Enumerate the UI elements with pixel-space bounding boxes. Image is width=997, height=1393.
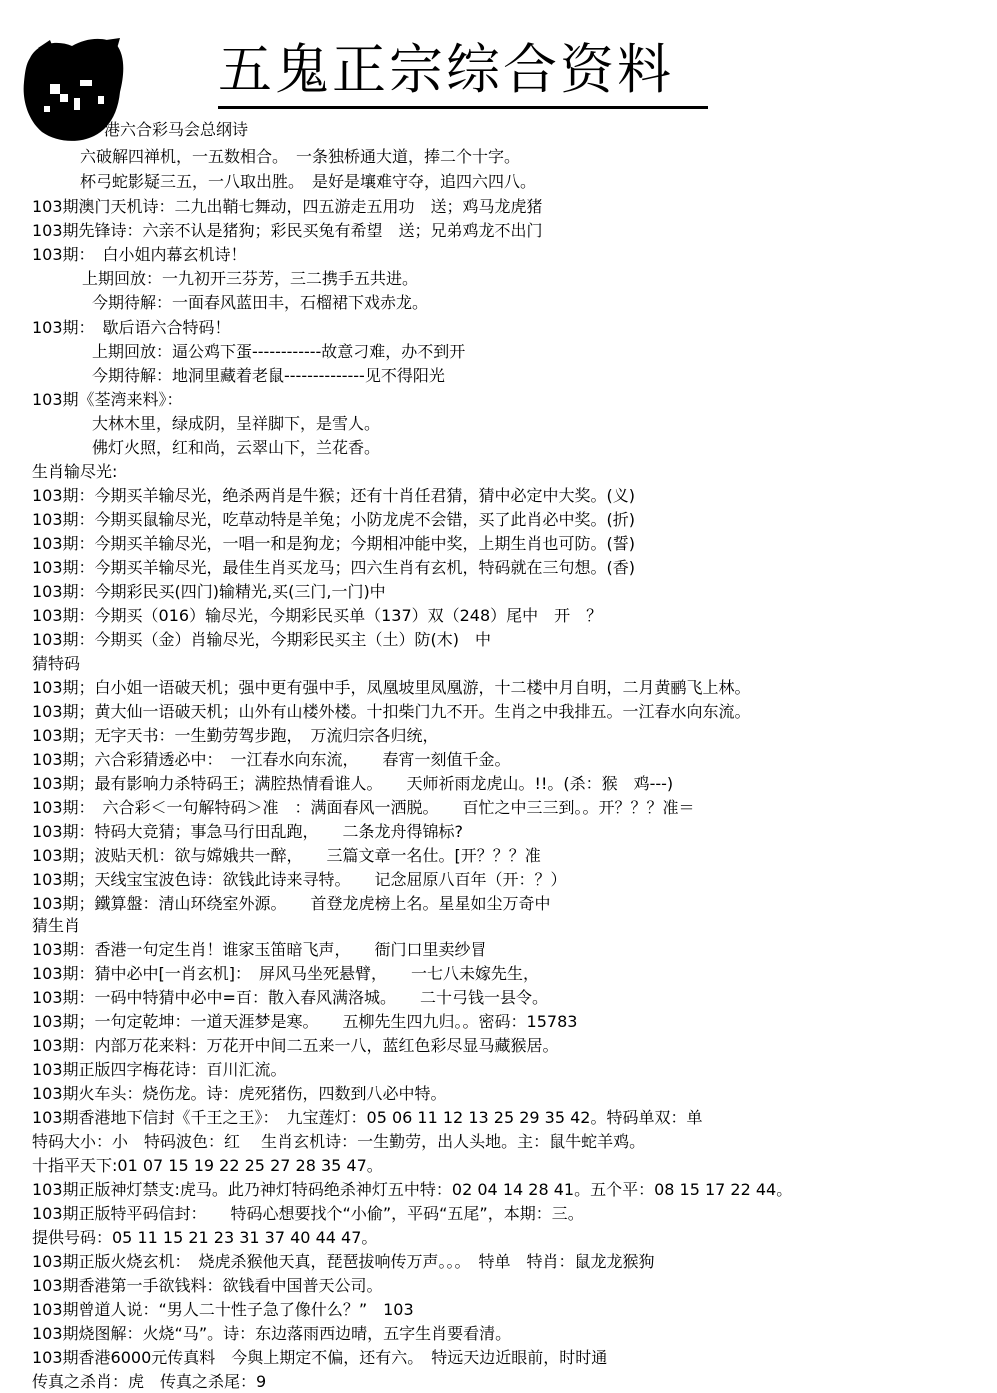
- text-line: 103期：香港一句定生肖！谁家玉笛暗飞声， 衙门口里卖纱冒: [32, 940, 487, 959]
- text-line: 103期正版特平码信封： 特码心想要找个“小偷”，平码“五尾”，本期：三。: [32, 1204, 584, 1223]
- text-line: 六破解四禅机，一五数相合。 一条独桥通大道，捧二个十字。: [80, 147, 521, 166]
- text-line: 103期： 白小姐内幕玄机诗！: [32, 245, 247, 264]
- text-line: 103期；天线宝宝波色诗：欲钱此诗来寻特。 记念屈原八百年（开：？）: [32, 870, 567, 889]
- text-line: 103期正版四字梅花诗：百川汇流。: [32, 1060, 287, 1079]
- text-line: 杯弓蛇影疑三五，一八取出胜。 是好是壤难守夺，追四六四八。: [80, 172, 537, 191]
- text-line: 103期：内部万花来料：万花开中间二五来一八，蓝红色彩尽显马藏猴居。: [32, 1036, 559, 1055]
- text-line: 103期： 六合彩＜一句解特码＞准 ：满面春风一洒脱。 百忙之中三三到。。开？？？准＝: [32, 798, 695, 817]
- text-line: 103期：今期买（金）肖输尽光，今期彩民买主（土）防(木) 中: [32, 630, 492, 649]
- page-title: 五鬼正宗综合资料: [218, 36, 708, 109]
- text-line: 103期；白小姐一语破天机；强中更有强中手，凤凰坡里凤凰游，十二楼中月自明，二月黄鹂飞上林。: [32, 678, 751, 697]
- text-line: 103期先锋诗：六亲不认是猪狗；彩民买兔有希望 送；兄弟鸡龙不出门: [32, 221, 543, 240]
- text-line: 上期回放：逼公鸡下蛋------------故意刁难，办不到开: [92, 342, 466, 361]
- text-line: 103期香港第一手欲钱料：欲钱看中国普天公司。: [32, 1276, 383, 1295]
- text-line: 103期；最有影响力杀特码王；满腔热情看谁人。 天师祈雨龙虎山。!!。(杀：猴 鸡---): [32, 774, 674, 793]
- text-line: 103期： 歇后语六合特码！: [32, 318, 231, 337]
- text-line: 103期正版火烧玄机： 烧虎杀猴他天真，琵琶拔响传万声。。。 特单 特肖：鼠龙龙猴狗: [32, 1252, 655, 1271]
- text-line: 103期；波贴天机：欲与嫦娥共一醉， 三篇文章一名仕。[开？？？准: [32, 846, 541, 865]
- text-line: 103期：今期买羊输尽光，绝杀两肖是牛猴；还有十肖任君猜，猜中必定中大奖。(义): [32, 486, 636, 505]
- text-line: 103期：今期彩民买(四门)输精光,买(三门,一门)中: [32, 582, 386, 601]
- text-line: 103期；无字天书：一生勤劳驾步跑， 万流归宗各归统，: [32, 726, 439, 745]
- text-line: 103期：今期买鼠输尽光，吃草动特是羊兔；小防龙虎不会错，买了此肖必中奖。(折): [32, 510, 636, 529]
- text-line: 103期；鐵算盤：清山环绕室外源。 首登龙虎榜上名。星星如尘万奇中: [32, 894, 551, 913]
- text-line: 103期：今期买（016）输尽光，今期彩民买单（137）双（248）尾中 开 ？: [32, 606, 603, 625]
- text-line: 103期香港6000元传真料 今與上期定不偏，还有六。 特远天边近眼前，时时通: [32, 1348, 608, 1367]
- text-line: 103期曾道人说：“男人二十性子急了像什么？” 103: [32, 1300, 414, 1319]
- text-line: 特码大小：小 特码波色：红 生肖玄机诗：一生勤劳，出人头地。主：鼠牛蛇羊鸡。: [32, 1132, 646, 1151]
- text-line: 103期火车头：烧伤龙。诗：虎死猪伤，四数到八必中特。: [32, 1084, 447, 1103]
- text-line: 佛灯火照，红和尚，云翠山下，兰花香。: [92, 438, 381, 457]
- text-line: 103期；六合彩猜透必中： 一江春水向东流， 春宵一刻值千金。: [32, 750, 511, 769]
- text-line: 103期：今期买羊输尽光，最佳生肖买龙马；四六生肖有玄机，特码就在三句想。(香): [32, 558, 636, 577]
- text-line: 103期香港地下信封《千王之王》： 九宝莲灯：05 06 11 12 13 25 29 35 42。特码单双：单: [32, 1108, 703, 1127]
- text-line: 今期待解：一面春风蓝田丰，石榴裙下戏赤龙。: [92, 293, 429, 312]
- text-line: 港六合彩马会总纲诗: [104, 120, 249, 139]
- text-line: 十指平天下:01 07 15 19 22 25 27 28 35 47。: [32, 1156, 383, 1175]
- text-line: 大林木里，绿成阴，呈祥脚下，是雪人。: [92, 414, 381, 433]
- text-line: 103期；黄大仙一语破天机；山外有山楼外楼。十扣柴门九不开。生肖之中我排五。一江春水向东流。: [32, 702, 751, 721]
- text-line: 103期：今期买羊输尽光，一唱一和是狗龙；今期相冲能中奖，上期生肖也可防。(誓): [32, 534, 636, 553]
- text-line: 103期：猜中必中[一肖玄机]： 屏风马坐死悬臂， 一七八未嫁先生，: [32, 964, 540, 983]
- section-heading: 生肖输尽光:: [32, 462, 118, 481]
- text-line: 103期《荃湾来料》：: [32, 390, 183, 409]
- section-heading: 猜生肖: [32, 916, 81, 935]
- text-line: 传真之杀肖：虎 传真之杀尾：9: [32, 1372, 267, 1391]
- text-line: 上期回放：一九初开三芬芳，三二携手五共进。: [82, 269, 419, 288]
- text-line: 提供号码：05 11 15 21 23 31 37 40 44 47。: [32, 1228, 378, 1247]
- text-line: 103期烧图解：火烧“马”。诗：东边落雨西边晴，五字生肖要看清。: [32, 1324, 512, 1343]
- section-heading: 猜特码: [32, 654, 81, 673]
- text-line: 103期澳门天机诗：二九出鞘七舞动，四五游走五用功 送；鸡马龙虎猪: [32, 197, 543, 216]
- text-line: 今期待解：地洞里藏着老鼠--------------见不得阳光: [92, 366, 445, 385]
- text-line: 103期；一句定乾坤：一道天涯梦是寒。 五柳先生四九归。。密码：15783: [32, 1012, 578, 1031]
- text-line: 103期：特码大竞猜；事急马行田乱跑， 二条龙舟得锦标?: [32, 822, 464, 841]
- text-line: 103期：一码中特猜中必中=百：散入春风满洛城。 二十弓钱一县令。: [32, 988, 548, 1007]
- text-line: 103期正版神灯禁支:虎马。此乃神灯特码绝杀神灯五中特：02 04 14 28 41。五个平：08 15 17 22 44。: [32, 1180, 793, 1199]
